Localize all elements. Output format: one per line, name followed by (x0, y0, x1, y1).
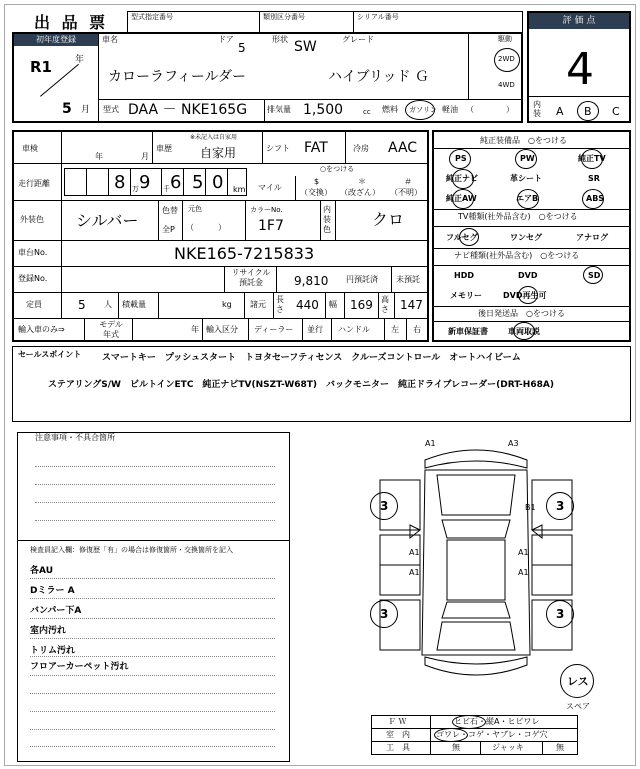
inspector-line-6: フロアーカーペット汚れ (30, 662, 129, 672)
mileage-digit-5: 0 (212, 172, 224, 193)
opt-navi: 純正ナビ (446, 174, 478, 183)
opt-pw-circle (515, 149, 537, 169)
inspector-line-4: 室内汚れ (30, 626, 67, 636)
opt-tv-circle (581, 149, 603, 169)
import-label: 輸入車のみ⇒ (18, 325, 65, 334)
original-color-label: 元色 (188, 205, 202, 213)
score-value: 4 (566, 44, 594, 95)
reg-month-label: 月 (81, 105, 91, 115)
mark-front-left: A1 (425, 439, 436, 448)
inspection-month: 月 (141, 152, 149, 161)
chassis-label: 車台No. (18, 248, 48, 257)
later-warranty: 新車保証書 (448, 327, 488, 336)
width-label: 幅 (329, 300, 337, 309)
repaint-label: 色替 (162, 206, 178, 215)
fuel-gasoline-circle (405, 100, 435, 120)
import-parallel: 並行 (307, 325, 323, 334)
history-value: 自家用 (200, 146, 237, 160)
interior-score-label: 内装 (533, 100, 541, 118)
mileage-opt-unknown: ＃ (404, 177, 412, 186)
capacity-value: 5 (78, 298, 86, 312)
tools-value: 無 (452, 743, 460, 752)
mileage-sen: 千 (163, 185, 170, 193)
mark-front-right: A3 (508, 439, 519, 448)
color-code-label: カラーNo. (250, 206, 283, 214)
fuel-other: （ ） (466, 105, 514, 114)
opt-aw-circle (452, 189, 474, 209)
opt-pw: PW (520, 154, 535, 163)
mark-left-rear: 3 (380, 607, 389, 621)
later-manual: 車両取説 (508, 327, 540, 336)
mark-right-door: A1 (518, 548, 529, 557)
exterior-color-value: シルバー (76, 211, 139, 230)
inspection-year: 年 (95, 152, 103, 161)
import-dealer: ディーラー (254, 325, 294, 334)
drive-2wd: 2WD (498, 55, 515, 63)
model-value: DAA － NKE165G (128, 102, 248, 118)
opt-tv: 純正TV (578, 154, 606, 163)
mark-left-front: 3 (380, 499, 389, 513)
fuel-label: 燃料 (382, 105, 398, 114)
spare-value: レス (567, 675, 589, 688)
fw-value: ヒビ石・縦A・ヒビワレ (454, 717, 540, 726)
later-header: 後日発送品 ○をつける (478, 309, 565, 318)
doors-label: ドア (218, 35, 234, 44)
handle-right: 右 (413, 325, 421, 334)
navi-dvd: DVD (518, 271, 538, 280)
tv-header: TV種類(社外品含む) ○をつける (458, 212, 578, 221)
handle-label: ハンドル (338, 325, 370, 334)
recycle-unpaid: 未預託 (396, 275, 420, 284)
opt-sr: SR (588, 174, 600, 183)
inspector-line-3: バンパー下A (30, 606, 82, 616)
notes-box (17, 432, 290, 762)
score-label: 評 価 点 (529, 13, 629, 29)
fuel-gasoline: ガソリン (409, 106, 437, 114)
inspector-line-2: Dミラー A (30, 586, 75, 596)
ac-label: 冷房 (353, 144, 369, 153)
inspector-line-5: トリム汚れ (30, 646, 76, 656)
inspection-label: 車検 (22, 144, 38, 153)
mileage-man: 万 (132, 185, 139, 193)
handle-left: 左 (391, 325, 399, 334)
mileage-opt-unknown-label: （不明） (390, 188, 422, 197)
tv-fullseg-circle (459, 228, 479, 246)
fw-label: Ｆ Ｗ (388, 717, 407, 726)
car-damage-diagram (365, 440, 587, 690)
interior-row-label: 室 内 (386, 730, 410, 739)
capacity-unit: 人 (104, 300, 112, 309)
notes-label: 注意事項・不具合箇所 (35, 433, 115, 442)
selling-points-label: セールスポイント (18, 350, 82, 359)
import-div-label: 輸入区分 (206, 325, 238, 334)
opt-airbag: エアB (516, 194, 539, 203)
model-year-label: モデル年式 (99, 320, 123, 339)
mileage-opt-exchange-label: （交換） (300, 188, 332, 197)
load-unit: kg (222, 300, 232, 309)
model-year-unit: 年 (191, 325, 199, 334)
car-name-label: 車名 (102, 35, 118, 44)
spare-label: スペア (566, 702, 590, 711)
jack-label: ジャッキ (492, 743, 524, 752)
shift-label: シフト (266, 144, 290, 153)
interior-b: B (584, 105, 592, 118)
shape-value: SW (294, 39, 317, 55)
genuine-header: 純正装備品 ○をつける (480, 136, 567, 145)
reg-era: R1 (30, 58, 52, 76)
mark-right-rear-door: A1 (518, 568, 529, 577)
opt-abs: ABS (586, 194, 605, 203)
mileage-digit-2: 9 (139, 172, 151, 193)
exterior-color-label: 外装色 (20, 215, 44, 224)
displacement-value: 1,500 (303, 102, 344, 118)
length-label: 長さ (276, 295, 284, 314)
tv-oneseg: ワンセグ (510, 233, 542, 242)
tools-label: 工 具 (386, 743, 410, 752)
drive-4wd: 4WD (498, 81, 515, 89)
opt-ps: PS (455, 154, 467, 163)
interior-a: A (556, 105, 564, 118)
interior-color-label: 内装色 (323, 205, 331, 234)
cc-unit: cc (363, 108, 371, 116)
inspector-line-1: 各AU (30, 566, 53, 576)
mark-right-rear: 3 (556, 607, 565, 621)
recycle-value: 9,810 (294, 274, 329, 288)
mark-right-front: B1 (525, 503, 536, 512)
later-manual-circle (513, 322, 535, 340)
load-label: 積載量 (122, 300, 146, 309)
mileage-opt-altered: ＊ (358, 177, 366, 186)
fw-circle (452, 715, 486, 729)
navi-sd: SD (588, 271, 601, 280)
model-designation-label: 型式指定番号 (131, 13, 173, 21)
mileage-digit-4: 5 (192, 172, 204, 193)
dims-label: 諸元 (250, 300, 266, 309)
capacity-label: 定員 (26, 300, 42, 309)
registration-no-label: 登録No. (18, 274, 48, 283)
inspector-label: 検査員記入欄：修復歴「有」の場合は修復箇所・交換箇所を記入 (30, 546, 233, 554)
navi-sd-circle (583, 266, 603, 284)
form-title: 出 品 票 (34, 13, 109, 32)
interior-color-value: クロ (372, 210, 405, 229)
history-note: ※未記入は自家用 (190, 134, 238, 141)
width-value: 169 (350, 298, 373, 312)
mileage-label: 走行距離 (18, 179, 50, 188)
tv-analog: アナログ (576, 233, 608, 242)
navi-dvd-play: DVD再生可 (503, 291, 547, 300)
mileage-digit-1: 8 (114, 172, 126, 193)
opt-leather: 革シート (510, 174, 542, 183)
drive-2wd-circle (494, 48, 520, 72)
mark-left-door: A1 (409, 548, 420, 557)
height-label: 高さ (381, 295, 389, 314)
serial-number-label: シリアル番号 (357, 13, 399, 21)
doors-value: 5 (238, 41, 246, 55)
opt-abs-circle (582, 189, 604, 209)
all-paint-label: 全P (162, 225, 175, 234)
navi-memory: メモリー (450, 291, 482, 300)
tv-fullseg: フルセグ (446, 233, 478, 242)
first-reg-label: 初年度登録 (14, 34, 98, 46)
chassis-value: NKE165-7215833 (174, 244, 315, 263)
mileage-mile: マイル (258, 183, 282, 192)
opt-navi-circle (452, 169, 474, 189)
mileage-opt-altered-label: （改ざん） (340, 188, 380, 197)
mileage-digit-3: 6 (170, 172, 182, 193)
recycle-label: リサイクル預託金 (231, 268, 271, 287)
reg-month: 5 (62, 101, 72, 117)
class-number-label: 類別区分番号 (263, 13, 305, 21)
navi-dvd-play-circle (518, 286, 538, 304)
color-code-value: 1F7 (258, 218, 284, 234)
jack-value: 無 (556, 743, 564, 752)
model-label: 型式 (103, 105, 119, 114)
mileage-km: km (233, 185, 246, 194)
mileage-circle-note: ○をつける (320, 165, 355, 173)
shape-label: 形状 (272, 35, 288, 44)
history-label: 車歴 (156, 144, 172, 153)
height-value: 147 (400, 298, 423, 312)
mileage-opt-exchange: $ (314, 177, 320, 186)
interior-b-circle (577, 101, 599, 121)
interior-row-circle (434, 728, 468, 742)
opt-airbag-circle (517, 189, 539, 209)
recycle-unit: 円預託済 (346, 275, 378, 284)
interior-c: C (612, 105, 620, 118)
selling-points-line1: スマートキー プッシュスタート トヨタセーフティセンス クルーズコントロール オートハイビーム (102, 353, 521, 363)
fuel-diesel: 軽油 (442, 105, 458, 114)
car-name: カローラフィールダー (108, 69, 247, 85)
shift-value: FAT (304, 140, 328, 156)
grade-value: ハイブリッド Ｇ (328, 69, 429, 85)
drive-label: 駆動 (498, 35, 512, 43)
grade-label: グレード (342, 35, 374, 44)
opt-aw: 純正AW (446, 194, 477, 203)
selling-points-line2: ステアリングS/W ビルトインETC 純正ナビTV(NSZT-W68T) バックモニター 純正ドライブレコーダー(DRT-H68A) (48, 380, 554, 390)
ac-value: AAC (388, 140, 418, 156)
displacement-label: 排気量 (267, 105, 291, 114)
mark-left-rear-door: A1 (409, 568, 420, 577)
original-color-field: （ ） (186, 223, 226, 232)
mark-right-front-circle-value: 3 (556, 499, 565, 513)
navi-hdd: HDD (454, 271, 474, 280)
opt-ps-circle (449, 149, 471, 169)
length-value: 440 (296, 298, 319, 312)
navi-header: ナビ種類(社外品含む) ○をつける (454, 251, 580, 260)
reg-year-label: 年 (75, 55, 85, 65)
interior-row-value: ゴワレ・コゲ・ヤブレ・コゲ穴 (436, 730, 548, 739)
